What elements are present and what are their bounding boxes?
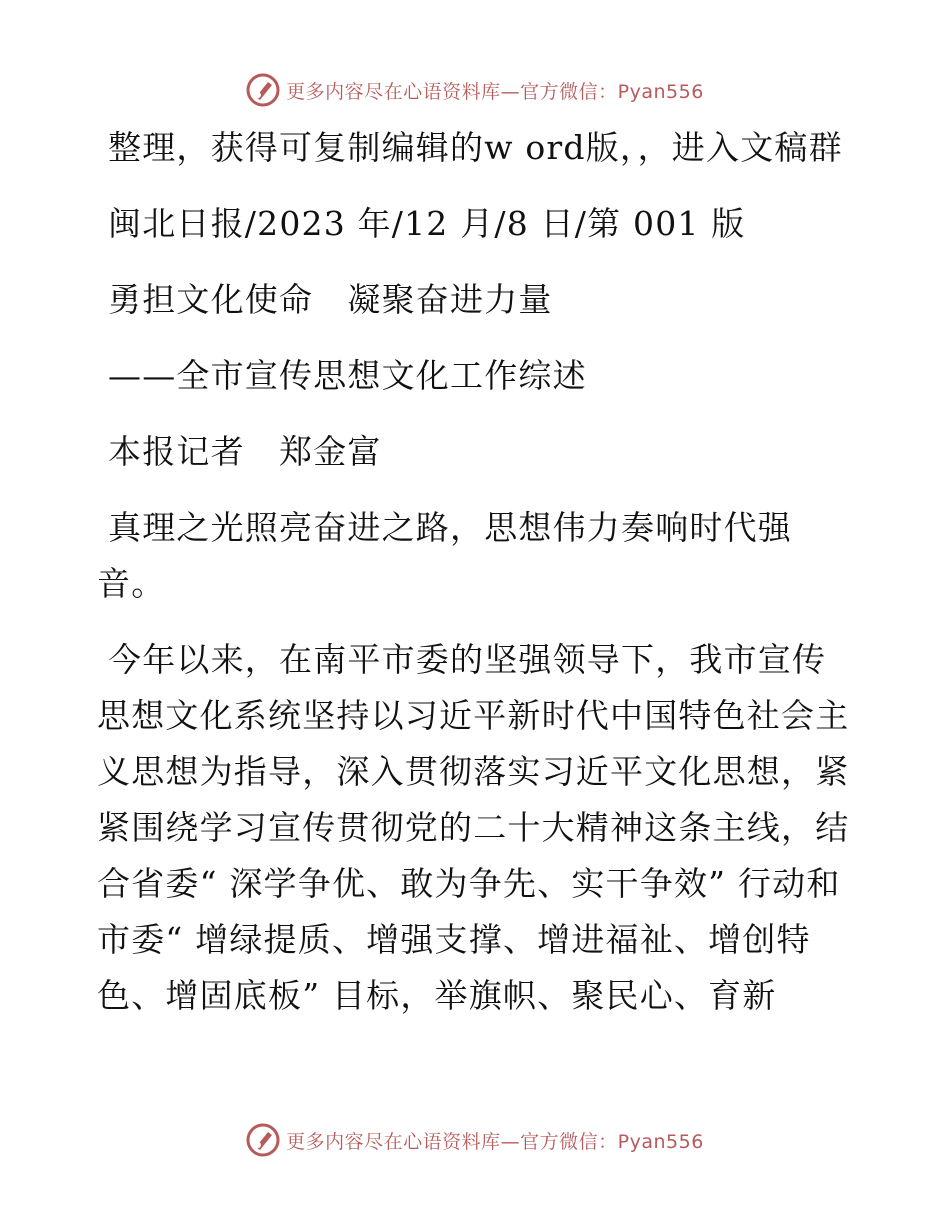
paragraph-byline: 本报记者 郑金富 <box>108 432 382 471</box>
paragraph-headline: 勇担文化使命 凝聚奋进力量 <box>108 280 553 319</box>
paragraph-body: 今年以来，在南平市委的坚强领导下，我市宣传思想文化系统坚持以习近平新时代中国特色社会主义思想为指导，深入贯彻落实习近平文化思想，紧紧围绕学习宣传贯彻党的二十大精神这条主线，结合省委“ 深学争优、敢为争先、实干争效” 行动和市委“ 增绿提质、增强支撑、增进福祉、增创特色、增固底板” 目标，举旗帜、聚民心、育新 <box>97 640 850 1015</box>
paragraph-subheadline: ——全市宣传思想文化工作综述 <box>108 356 587 395</box>
watermark-text: 更多内容尽在心语资料库—官方微信：Pyan556 <box>286 1130 704 1153</box>
watermark-text: 更多内容尽在心语资料库—官方微信：Pyan556 <box>286 80 704 103</box>
paragraph-note: 整理，获得可复制编辑的w ord版，，进入文稿群 <box>108 128 843 167</box>
paragraph-source: 闽北日报/2023 年/12 月/8 日/第 001 版 <box>108 204 746 243</box>
paragraph-lead: 真理之光照亮奋进之路，思想伟力奏响时代强音。 <box>97 508 792 603</box>
pen-logo-icon <box>246 1123 280 1157</box>
footer-watermark <box>0 1120 950 1160</box>
header-watermark <box>0 70 950 110</box>
document-body <box>97 120 857 1024</box>
pen-logo-icon <box>246 73 280 107</box>
